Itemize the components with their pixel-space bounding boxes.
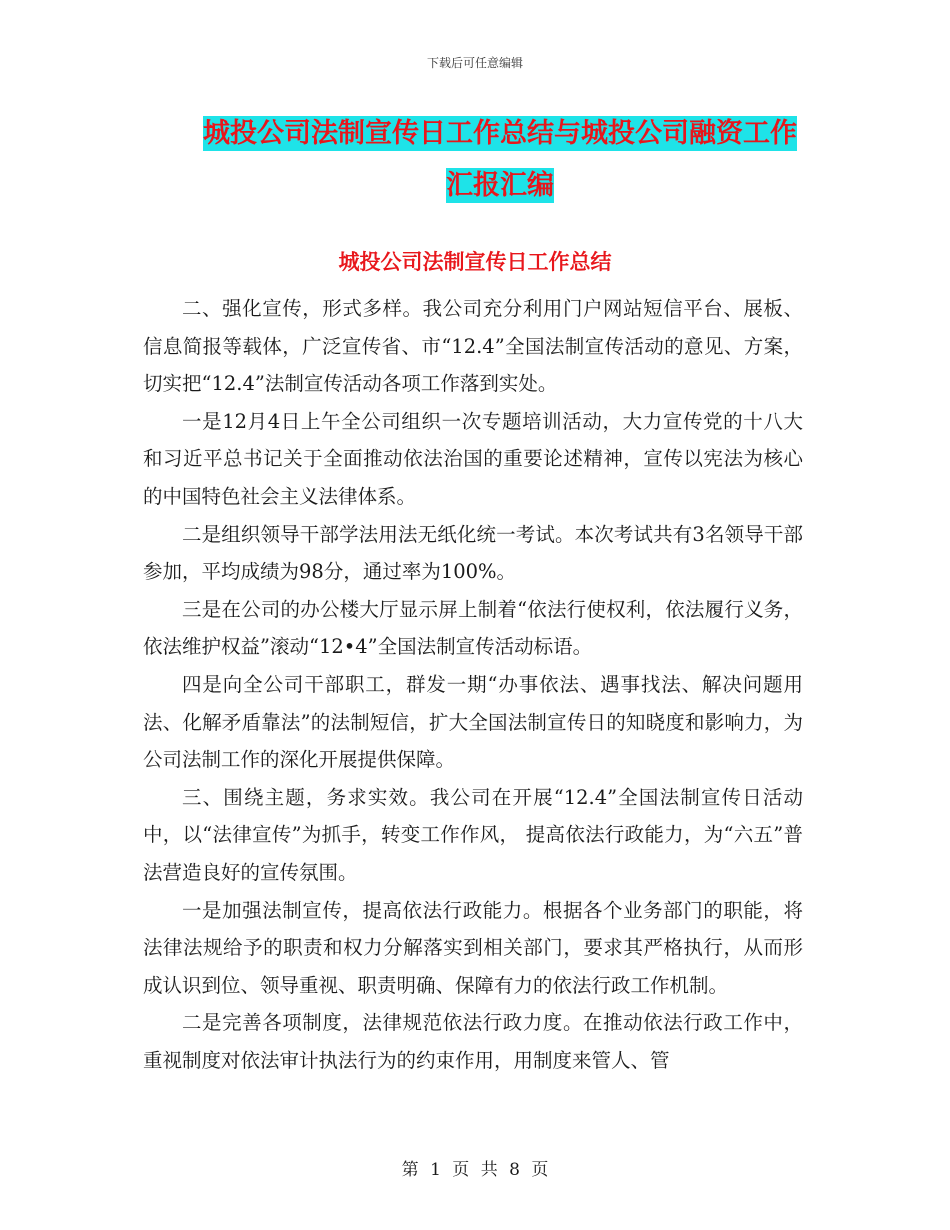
section-title: 城投公司法制宣传日工作总结 <box>338 250 612 274</box>
paragraph: 二、强化宣传，形式多样。我公司充分利用门户网站短信平台、展板、信息简报等载体，广泛宣传省、市“12.4”全国法制宣传活动的意见、方案，切实把“12.4”法制宣传活动各项工作落到实处。 <box>143 297 803 396</box>
document-title-text: 城投公司法制宣传日工作总结与城投公司融资工作汇报汇编 <box>203 118 797 201</box>
paragraph: 四是向全公司干部职工，群发一期“办事依法、遇事找法、解决问题用法、化解矛盾靠法”的法制短信，扩大全国法制宣传日的知晓度和影响力，为公司法制工作的深化开展提供保障。 <box>143 672 803 772</box>
paragraph: 二是组织领导干部学法用法无纸化统一考试。本次考试共有3名领导干部参加，平均成绩为98分，通过率为100%。 <box>143 522 803 584</box>
paragraph: 三是在公司的办公楼大厅显示屏上制着“依法行使权利，依法履行义务，依法维护权益”滚动“12•4”全国法制宣传活动标语。 <box>143 597 803 659</box>
paragraph: 三、围绕主题，务求实效。我公司在开展“12.4”全国法制宣传日活动中，以“法律宣传”为抓手，转变工作作风， 提高依法行政能力，为“六五”普法营造良好的宣传氛围。 <box>143 785 803 884</box>
paragraph: 一是12月4日上午全公司组织一次专题培训活动，大力宣传党的十八大和习近平总书记关于全面推动依法治国的重要论述精神，宣传以宪法为核心的中国特色社会主义法律体系。 <box>143 409 803 508</box>
page-header-note: 下载后可任意编辑 <box>426 56 523 70</box>
paragraph: 一是加强法制宣传，提高依法行政能力。根据各个业务部门的职能，将法律法规给予的职责和权力分解落实到相关部门，要求其严格执行，从而形成认识到位、领导重视、职责明确、保障有力的依法行政工作机制。 <box>143 898 803 997</box>
document-body <box>143 290 803 1079</box>
paragraph: 二是完善各项制度，法律规范依法行政力度。在推动依法行政工作中，重视制度对依法审计执法行为的约束作用，用制度来管人、管 <box>143 1011 803 1072</box>
document-title <box>190 108 810 212</box>
page-footer: 第 1 页 共 8 页 <box>401 1160 549 1180</box>
